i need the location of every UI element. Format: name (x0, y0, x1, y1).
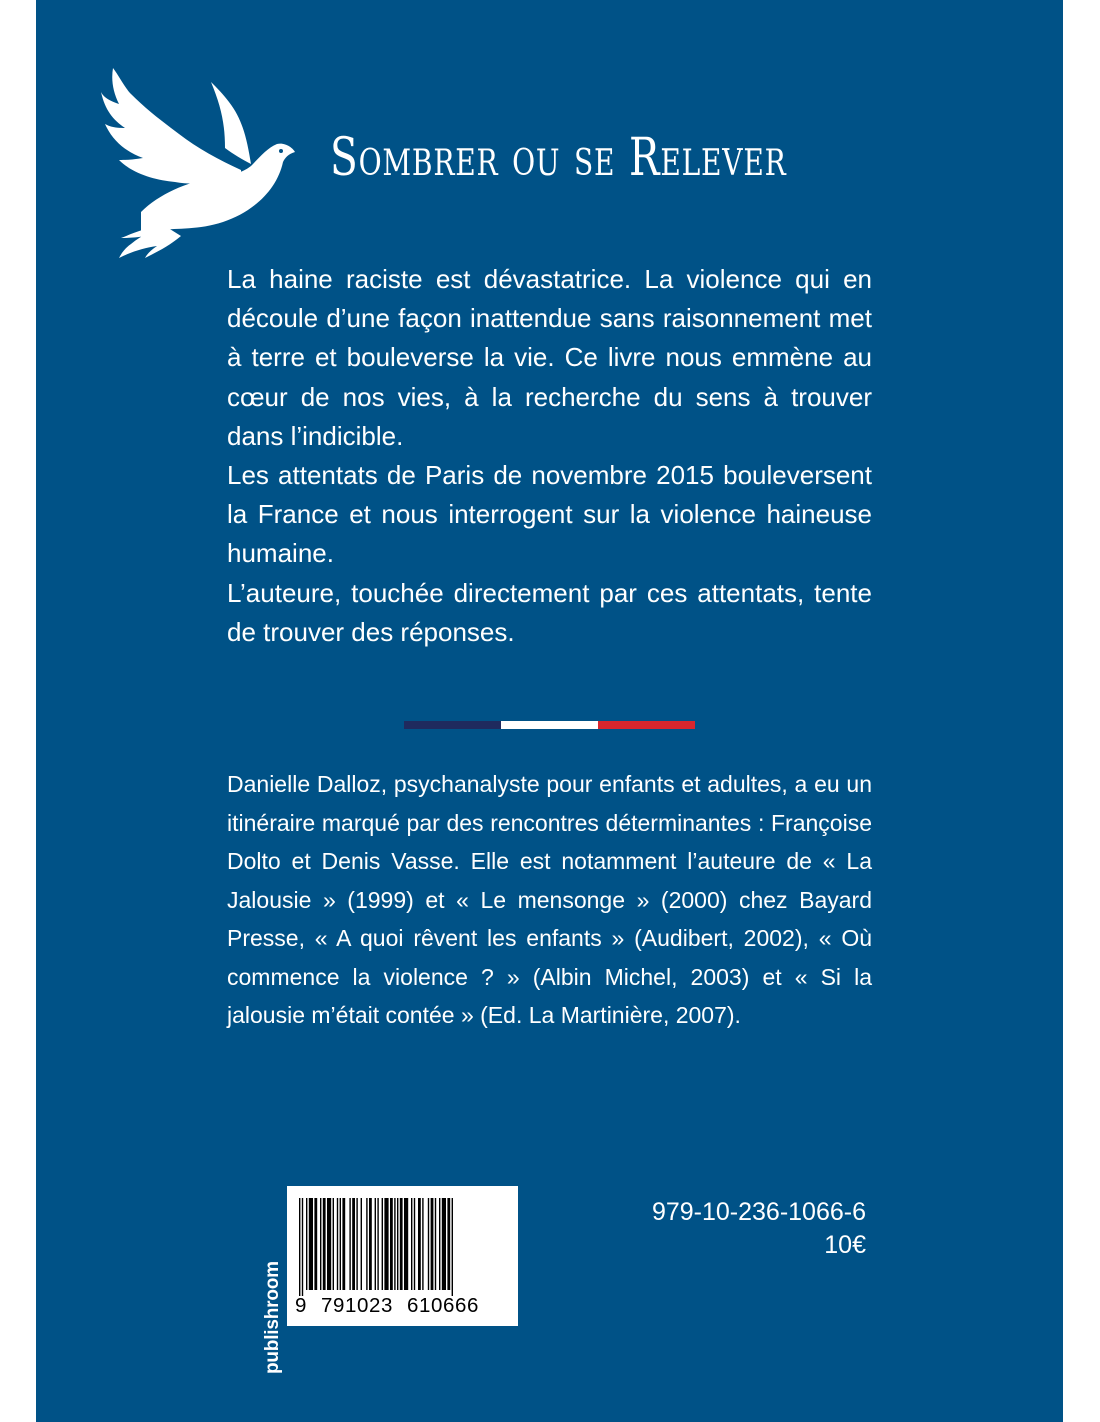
barcode-bar (422, 1198, 423, 1290)
barcode-bar (369, 1198, 372, 1290)
barcode-bar (306, 1198, 307, 1290)
isbn-price-block (556, 1196, 866, 1262)
barcode-digit-group: 610666 (407, 1294, 480, 1317)
book-blurb (227, 260, 872, 652)
barcode (287, 1186, 518, 1326)
barcode-bar (428, 1198, 429, 1290)
author-bio-text: Danielle Dalloz, psychanalyste pour enfants et adultes, a eu un itinéraire marqué par des rencontres déterminantes : Françoise Dolto et Denis Vasse. Elle est notamment l’auteure de « La Jalousie » (1999) et « Le mensonge » (2000) chez Bayard Presse, « A quoi rêvent les enfants » (Audibert, 2002), « Où commence la violence ? » (Albin Michel, 2003) et « Si la jalousie m’était contée » (Ed. La Martinière, 2007). (227, 771, 872, 1028)
barcode-digit-prefix: 9 (295, 1294, 308, 1317)
barcode-bar (361, 1198, 362, 1290)
french-flag-divider (404, 721, 695, 729)
barcode-bar (452, 1198, 453, 1296)
barcode-bar (431, 1198, 434, 1290)
barcode-bar (375, 1198, 376, 1290)
barcode-bar (390, 1198, 393, 1290)
flag-stripe-blue (404, 721, 501, 729)
isbn: 979-10-236-1066-6 (651, 1198, 866, 1226)
barcode-bar (404, 1198, 408, 1290)
barcode-digits (295, 1294, 511, 1318)
barcode-bar (394, 1198, 395, 1290)
barcode-bars (299, 1198, 503, 1296)
publisher-logo: publishroom (262, 1261, 283, 1374)
flag-stripe-white (501, 721, 598, 729)
barcode-bar (377, 1198, 378, 1290)
book-title: Sombrer ou se Relever (330, 128, 787, 188)
barcode-bar (382, 1198, 383, 1290)
book-back-cover (36, 0, 1063, 1422)
barcode-bar (320, 1198, 321, 1290)
author-bio (227, 765, 872, 1035)
blurb-paragraph: L’auteure, touchée directement par ces attentats, tente de trouver des réponses. (227, 577, 872, 647)
barcode-bar (356, 1198, 357, 1290)
blurb-paragraph: La haine raciste est dévastatrice. La violence qui en découle d’une façon inattendue sans raisonnement met à terre et bouleverse la vie. Ce livre nous emmène au cœur de nos vies, à la recherche du sens à trouver dans l’indicible. (227, 264, 872, 451)
barcode-bar (299, 1198, 300, 1296)
barcode-bar (414, 1198, 415, 1290)
barcode-bar (366, 1198, 367, 1290)
barcode-digit-group: 791023 (321, 1294, 394, 1317)
barcode-bar (447, 1198, 450, 1290)
barcode-bar (439, 1198, 440, 1290)
barcode-bar (349, 1198, 350, 1290)
barcode-bar (340, 1198, 341, 1290)
barcode-bar (435, 1198, 436, 1290)
dove-icon (101, 62, 296, 259)
flag-stripe-red (598, 721, 695, 729)
barcode-bar (352, 1198, 355, 1290)
barcode-bar (400, 1198, 403, 1290)
barcode-bar (323, 1198, 326, 1290)
barcode-bar (327, 1198, 331, 1290)
barcode-bar (333, 1198, 334, 1290)
price: 10€ (824, 1231, 866, 1259)
barcode-bar (309, 1198, 313, 1290)
barcode-bar (397, 1198, 398, 1290)
barcode-bar (411, 1198, 412, 1290)
barcode-bar (314, 1198, 317, 1290)
barcode-bar (342, 1198, 345, 1290)
blurb-paragraph: Les attentats de Paris de novembre 2015 bouleversent la France et nous interrogent sur la violence haineuse humaine. (227, 460, 872, 569)
barcode-bar (337, 1198, 338, 1290)
barcode-bar (302, 1198, 303, 1296)
barcode-bar (418, 1198, 421, 1290)
barcode-bar (384, 1198, 388, 1290)
barcode-bar (442, 1198, 446, 1290)
